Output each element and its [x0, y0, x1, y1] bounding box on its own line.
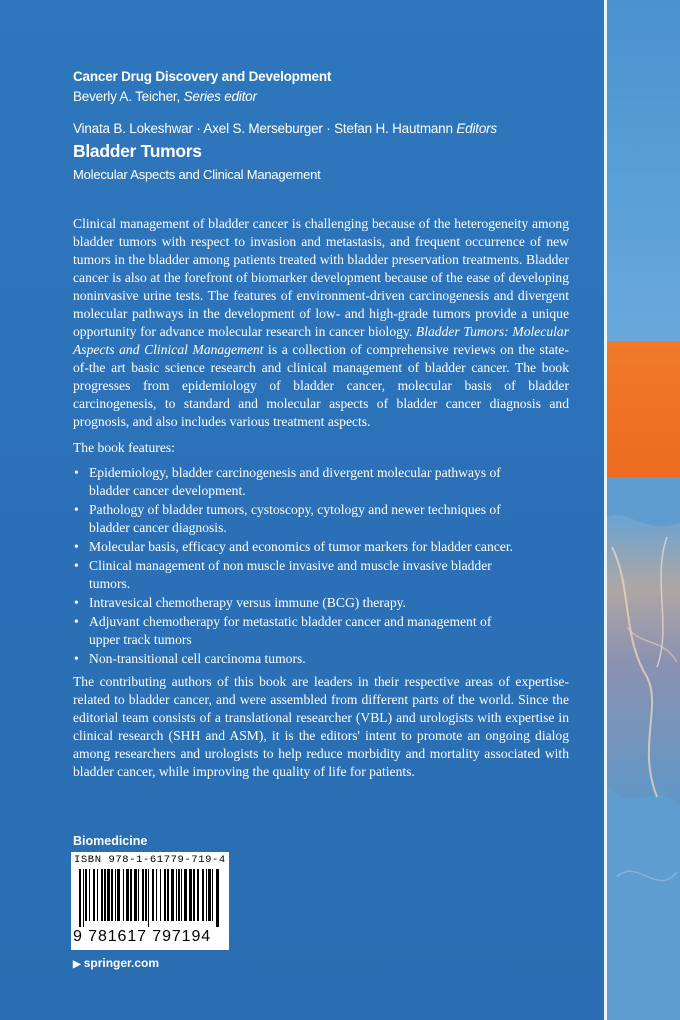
feature-text: Clinical management of non muscle invasive and muscle invasive bladder tumors.	[89, 558, 492, 591]
barcode-bar	[134, 869, 137, 921]
features-list	[73, 464, 573, 669]
barcode-bar	[115, 869, 116, 921]
barcode-bar	[117, 869, 120, 921]
book-subtitle: Molecular Aspects and Clinical Management	[73, 167, 321, 182]
barcode-bar	[197, 869, 199, 921]
barcode-bar	[104, 869, 106, 921]
list-item	[73, 594, 573, 612]
editors-role: Editors	[456, 121, 497, 136]
barcode-bar	[156, 869, 157, 921]
description-italic-title: Bladder Tumors: Molecular Aspects and Clinical Management	[73, 324, 569, 357]
cover-image-strip	[607, 0, 680, 1020]
barcode-bar	[178, 869, 180, 921]
list-item	[73, 464, 573, 500]
features-intro: The book features:	[73, 440, 175, 455]
list-item	[73, 538, 573, 556]
barcode-bar	[193, 869, 195, 921]
bullet-icon: •	[74, 539, 79, 554]
barcode-bar	[83, 869, 84, 927]
barcode-bar	[123, 869, 124, 921]
closing-paragraph: The contributing authors of this book are leaders in their respective areas of expertise-related to bladder cancer, and were assembled from different parts of the world. Since the editorial team consists of a translational researcher (VBL) and urologists with expertise in clinical research (SHH and ASM), it is the editors' intent to promote an ongoing dialog among researchers and urologists to help reduce morbidity and mortality associated with bladder cancer, while improving the quality of life for patients.	[73, 674, 569, 779]
feature-text: Pathology of bladder tumors, cystoscopy, cytology and newer techniques of bladder cancer diagnosis.	[89, 502, 501, 535]
bullet-icon: •	[74, 614, 79, 629]
feature-text: Intravesical chemotherapy versus immune (BCG) therapy.	[89, 595, 406, 610]
publisher-link[interactable]	[73, 956, 159, 970]
barcode-bar	[152, 869, 154, 921]
bullet-icon: •	[74, 502, 79, 517]
tissue-image-fragment	[607, 477, 680, 1020]
list-item	[73, 613, 573, 649]
barcode-bar	[176, 869, 177, 921]
barcode-bar	[148, 869, 149, 927]
barcode-digits: 9 781617 797194	[73, 928, 212, 945]
barcode-bar	[142, 869, 144, 921]
barcode-bar	[189, 869, 192, 921]
bullet-icon: •	[74, 651, 79, 666]
barcode-bar	[181, 869, 182, 921]
feature-text: Adjuvant chemotherapy for metastatic bladder cancer and management of upper track tumors	[89, 614, 492, 647]
barcode-bar	[85, 869, 87, 921]
barcode-bar	[126, 869, 129, 921]
barcode-bar	[202, 869, 204, 921]
barcode-bar	[89, 869, 90, 921]
editor-names: Vinata B. Lokeshwar · Axel S. Merseburger · Stefan H. Hautmann	[73, 121, 453, 136]
bullet-icon: •	[74, 595, 79, 610]
barcode-bar	[138, 869, 139, 921]
series-editor	[73, 89, 257, 104]
barcode-bar	[107, 869, 110, 921]
bullet-icon: •	[74, 558, 79, 573]
barcode-bar	[216, 869, 219, 927]
series-editor-name: Beverly A. Teicher,	[73, 89, 181, 104]
barcode-bar	[206, 869, 207, 921]
description-part-1: Clinical management of bladder cancer is challenging because of the heterogeneity among bladder tumors with respect to invasion and metastasis, and frequent occurrence of new tumors in the bladder among patients treated with bladder preservation treatments. Bladder cancer is also at the forefront of biomarker development because of the ease of developing noninvasive urine tests. The features of environment-driven carcinogenesis and divergent molecular pathways in the development of low- and high-grade tumors provide a unique opportunity for advance molecular research in cancer biology.	[73, 216, 569, 339]
list-item	[73, 650, 573, 668]
barcode-bar	[164, 869, 166, 921]
barcode-bar	[167, 869, 169, 921]
barcode-bar	[160, 869, 161, 921]
feature-text: Molecular basis, efficacy and economics of tumor markers for bladder cancer.	[89, 539, 514, 554]
description-paragraph	[73, 215, 569, 431]
feature-text: Non-transitional cell carcinoma tumors.	[89, 651, 306, 666]
barcode-bar	[184, 869, 187, 921]
barcode-bar	[79, 869, 81, 927]
barcode-bar	[212, 869, 213, 921]
list-item	[73, 557, 573, 593]
book-title: Bladder Tumors	[73, 141, 202, 161]
barcode-bar	[93, 869, 95, 921]
barcode	[71, 852, 229, 950]
orange-band	[607, 341, 680, 477]
barcode-bar	[111, 869, 113, 921]
publisher-url: springer.com	[83, 956, 160, 970]
barcode-bar	[130, 869, 132, 921]
series-title: Cancer Drug Discovery and Development	[73, 69, 332, 84]
book-editors	[73, 121, 497, 136]
feature-text: Epidemiology, bladder carcinogenesis and divergent molecular pathways of bladder cancer development.	[89, 465, 501, 498]
triangle-right-icon: ▶	[73, 959, 81, 970]
barcode-bar	[101, 869, 103, 921]
bullet-icon: •	[74, 465, 79, 480]
barcode-bar	[208, 869, 211, 921]
description-part-2: is a collection of comprehensive reviews on the state-of-the art basic science research and clinical management of bladder cancer. The book progresses from epidemiology of bladder cancer, molecular basis of bladder carcinogenesis, to standard and molecular aspects of bladder cancer diagnosis and prognosis, and also includes various treatment aspects.	[73, 342, 569, 429]
series-editor-role: Series editor	[183, 89, 257, 104]
barcode-bar	[145, 869, 147, 921]
category-label: Biomedicine	[73, 834, 148, 848]
barcode-bar	[97, 869, 98, 921]
barcode-bars	[77, 869, 223, 927]
isbn-label: ISBN 978-1-61779-719-4	[74, 854, 226, 866]
list-item	[73, 501, 573, 537]
barcode-bar	[171, 869, 174, 921]
